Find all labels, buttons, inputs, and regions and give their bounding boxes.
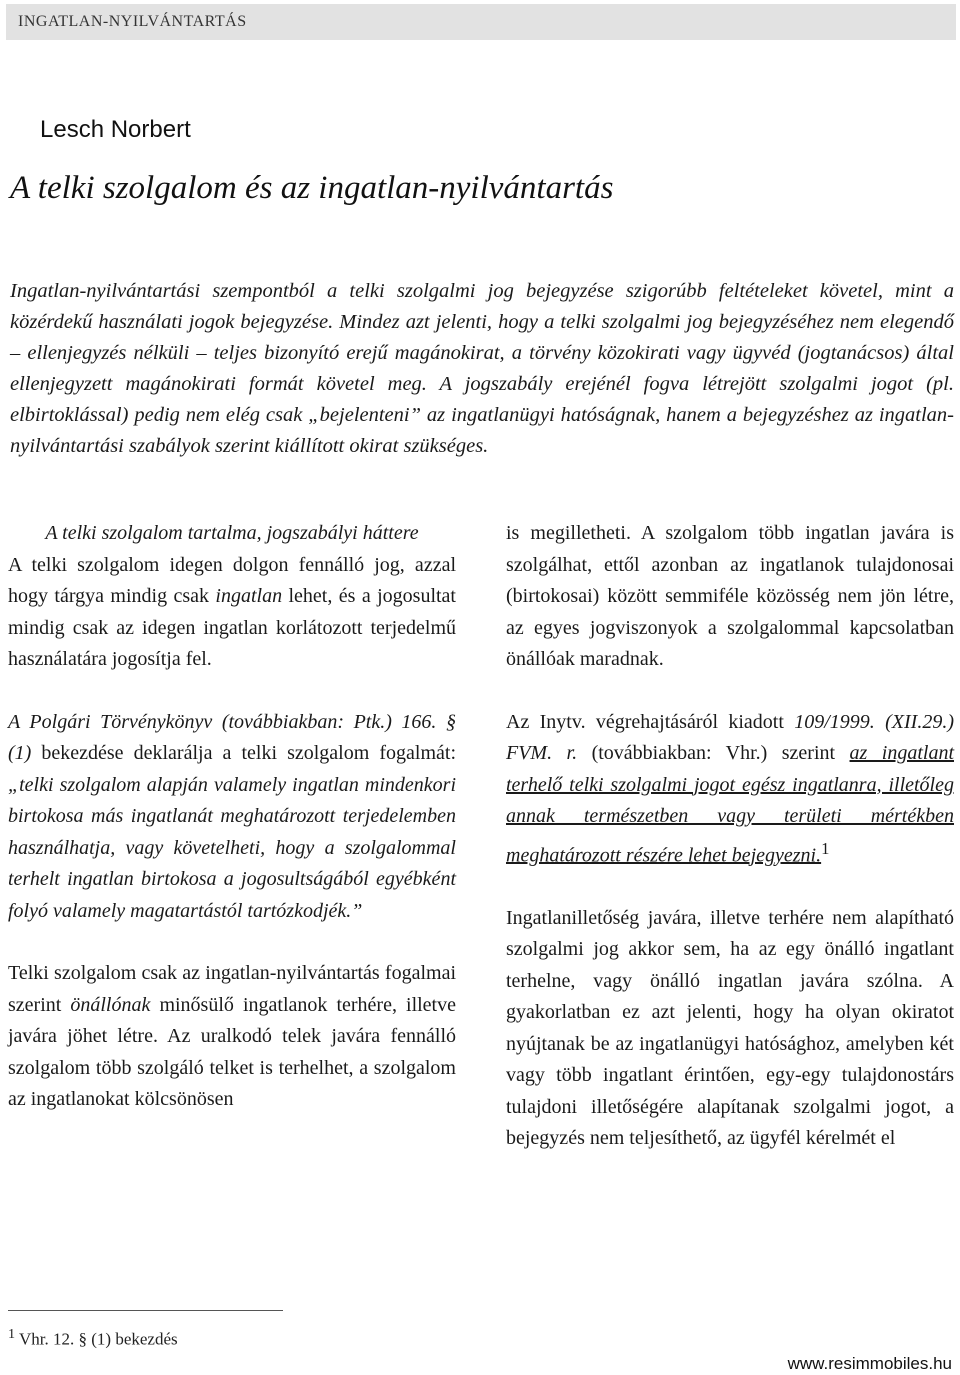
text-span: (továbbiakban: Vhr.) szerint xyxy=(577,742,850,764)
paragraph xyxy=(8,707,456,928)
italic-term: ingatlan xyxy=(215,585,283,607)
paragraph: Ingatlanilletőség javára, illetve terhére nem alapítható szolgalmi jog akkor sem, ha az egy önálló ingatlant terhelne, vagy önálló ingatlan javára szólna. A gyakorlatban ez azt jelenti, hogy ha olyan okiratot nyújtanak be az ingatlanügyi hatósághoz, amelyben két vagy több ingatlant érintően, egy-egy tulajdonostárs tulajdoni illetőségére alapítanak szolgalmi jogot, a bejegyzés nem teljesíthető, az ügyfél kérelmét el xyxy=(506,906,954,1150)
section-heading: A telki szolgalom tartalma, jogszabályi háttere xyxy=(45,522,419,544)
text-span: bekezdése deklarálja a telki szolgalom fogalmát: xyxy=(31,742,456,764)
italic-quote: az ingatlant terhelő telki szolgalmi jogot egész ingatlanra, illetőleg annak természetben vagy területi mértékben meghatározott részére lehet bejegyezni. xyxy=(506,742,954,867)
text-span: Telki szolgalom csak az ingatlan-nyilvántartás fogalmai szerint xyxy=(8,962,456,1016)
paragraph xyxy=(506,707,954,872)
article-title: A telki szolgalom és az ingatlan-nyilvántartás xyxy=(10,170,614,206)
abstract: Ingatlan-nyilvántartási szempontból a telki szolgalmi jog bejegyzése szigorúbb feltételeket követel, mint a közérdekű használati jogok bejegyzése. Mindez azt jelenti, hogy a telki szolgalmi jog bejegyzéséhez nem elegendő – ellenjegyzés nélküli – teljes bizonyító erejű magánokirat, a törvény közokirati vagy ügyvéd (jogtanácsos) által ellenjegyzett magánokirati formát követel meg. A jogszabály erejénél fogva létrejött szolgalmi jogot (pl. elbirtoklással) pedig nem elég csak „bejelenteni” az ingatlanügyi hatóságnak, hanem a bejegyzéshez az ingatlan-nyilvántartási szabályok szerint kiállított okirat szükséges. xyxy=(10,280,954,457)
right-column xyxy=(506,518,954,1155)
footnote xyxy=(8,1326,178,1350)
paragraph xyxy=(8,550,456,676)
footer-url[interactable]: www.resimmobiles.hu xyxy=(787,1354,952,1373)
text-span: Az Inytv. végrehajtásáról kiadott xyxy=(506,710,795,733)
author-name: Lesch Norbert xyxy=(40,116,191,143)
text-span: A telki szolgalom idegen dolgon fennálló jog, azzal hogy tárgya mindig csak xyxy=(8,553,456,607)
text-span: minősülő ingatlanok terhére, illetve javára jöhet létre. Az uralkodó telek javára fennálló szolgalom több szolgáló telket is terhelhet, a szolgalom az ingatlanokat kölcsönösen xyxy=(8,993,456,1110)
left-column xyxy=(8,518,456,1116)
paragraph: is megilletheti. A szolgalom több ingatlan javára is szolgálhat, ettől azonban az ingatlanok tulajdonosai (birtokosai) között semmiféle közösség nem jön létre, az egyes jogviszonyok a szolgalommal kapcsolatban önállóak maradnak. xyxy=(506,522,954,670)
footnote-ref[interactable]: 1 xyxy=(821,838,830,858)
italic-citation: A Polgári Törvénykönyv (továbbiakban: Ptk.) 166. § (1) xyxy=(8,710,456,764)
text-span: lehet, és a jogosultat mindig csak az idegen ingatlan korlátozott terjedelmű használatára jogosítja fel. xyxy=(8,585,456,670)
italic-quote: „telki szolgalom alapján valamely ingatlan mindenkori birtokosa más ingatlanát meghatározott terjedelemben használhatja, vagy követelheti, hogy a szolgalommal terhelt ingatlan birtokosa a jogosultságából egyébként folyó valamely magatartástól tartózkodjék.” xyxy=(8,773,456,922)
footnote-mark: 1 xyxy=(8,1326,16,1342)
italic-citation: 109/1999. (XII.29.) FVM. r. xyxy=(506,710,954,764)
footnote-divider xyxy=(8,1310,283,1311)
paragraph xyxy=(8,958,456,1116)
italic-term: önállónak xyxy=(70,993,151,1016)
running-title: INGATLAN-NYILVÁNTARTÁS xyxy=(18,13,247,30)
running-header xyxy=(6,4,956,40)
footnote-text: Vhr. 12. § (1) bekezdés xyxy=(15,1329,178,1349)
